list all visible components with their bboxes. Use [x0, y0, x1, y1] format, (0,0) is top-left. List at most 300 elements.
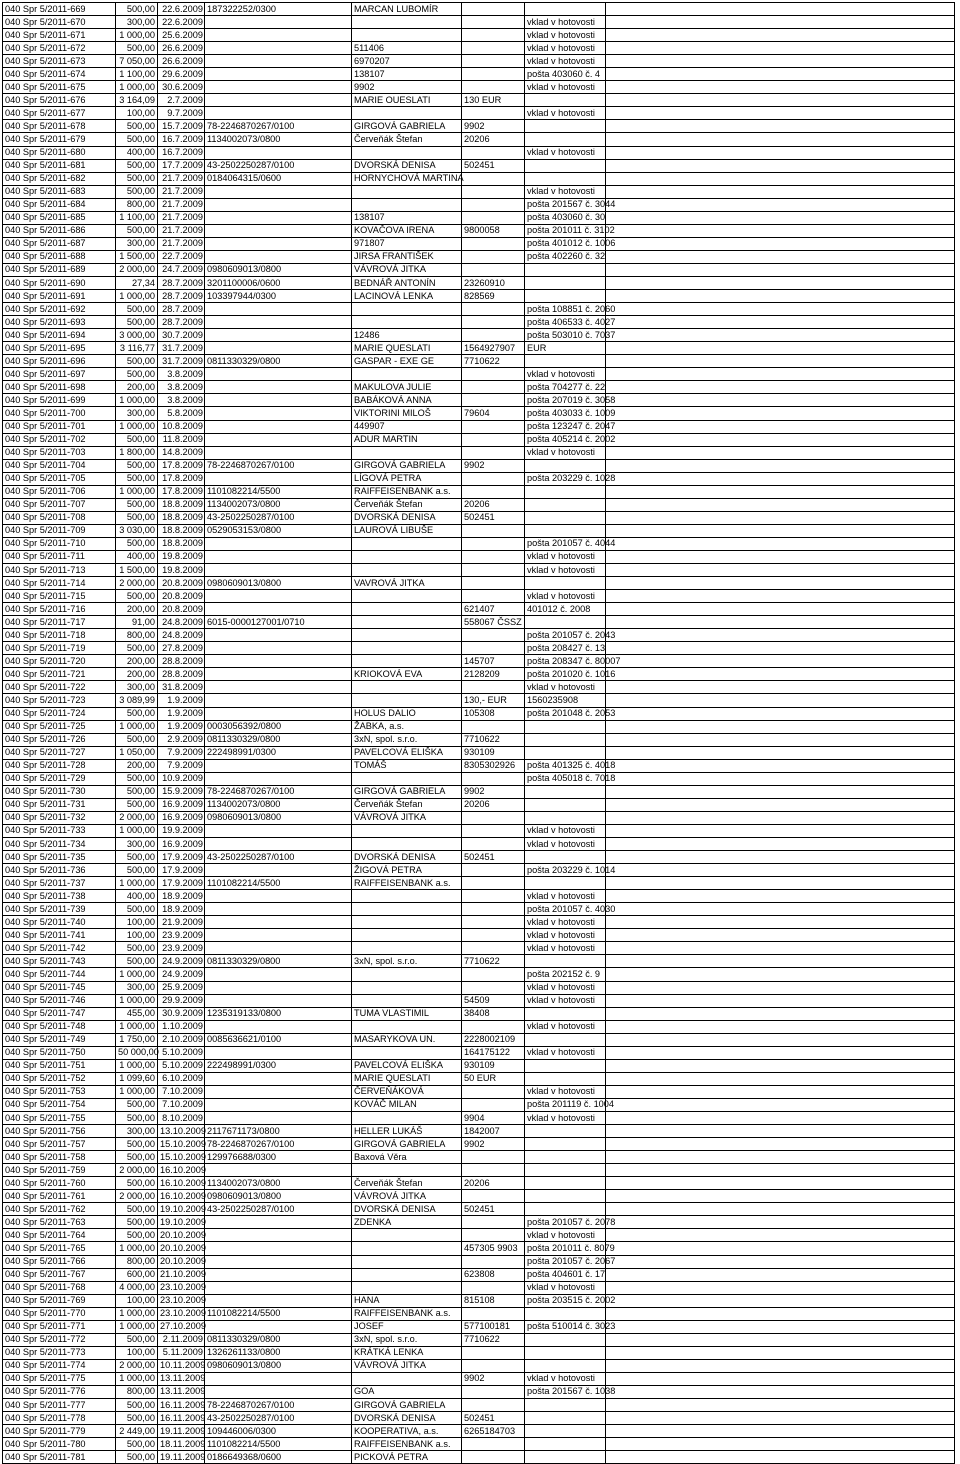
date-cell: 30.7.2009 — [158, 329, 205, 342]
payment-cell: pošta 201119 č. 1004 — [525, 1098, 606, 1111]
reference-cell: 040 Spr 5/2011-746 — [3, 994, 116, 1007]
name-cell: 6970207 — [352, 55, 462, 68]
date-cell: 15.10.2009 — [158, 1151, 205, 1164]
account-cell — [205, 146, 352, 159]
date-cell: 10.9.2009 — [158, 772, 205, 785]
number-cell — [462, 681, 525, 694]
reference-cell: 040 Spr 5/2011-673 — [3, 55, 116, 68]
empty-cell — [606, 355, 955, 368]
date-cell: 5.8.2009 — [158, 407, 205, 420]
name-cell — [352, 1242, 462, 1255]
table-row — [3, 237, 955, 250]
amount-cell: 200,00 — [116, 668, 158, 681]
reference-cell: 040 Spr 5/2011-718 — [3, 629, 116, 642]
empty-cell — [606, 746, 955, 759]
amount-cell: 500,00 — [116, 172, 158, 185]
number-cell: 79604 — [462, 407, 525, 420]
date-cell: 3.8.2009 — [158, 394, 205, 407]
payment-cell: pošta 203229 č. 1014 — [525, 864, 606, 877]
payment-cell: vklad v hotovosti — [525, 1111, 606, 1124]
number-cell — [462, 1346, 525, 1359]
account-cell — [205, 342, 352, 355]
number-cell — [462, 942, 525, 955]
number-cell — [462, 1229, 525, 1242]
amount-cell: 600,00 — [116, 1268, 158, 1281]
account-cell — [205, 655, 352, 668]
empty-cell — [606, 642, 955, 655]
table-row — [3, 172, 955, 185]
table-row — [3, 159, 955, 172]
number-cell — [462, 1359, 525, 1372]
payment-cell: pošta 201057 č. 2067 — [525, 1255, 606, 1268]
table-row — [3, 759, 955, 772]
amount-cell: 200,00 — [116, 381, 158, 394]
empty-cell — [606, 707, 955, 720]
payment-cell: pošta 201011 č. 3102 — [525, 224, 606, 237]
number-cell: 2228002109 — [462, 1033, 525, 1046]
date-cell: 17.8.2009 — [158, 485, 205, 498]
payment-cell: pošta 402260 č. 32 — [525, 250, 606, 263]
empty-cell — [606, 185, 955, 198]
account-cell: 43-2502250287/0100 — [205, 511, 352, 524]
reference-cell: 040 Spr 5/2011-684 — [3, 198, 116, 211]
table-row — [3, 877, 955, 890]
payment-cell: pošta 403033 č. 1009 — [525, 407, 606, 420]
number-cell: 8305302926 — [462, 759, 525, 772]
empty-cell — [606, 1372, 955, 1385]
amount-cell: 500,00 — [116, 1151, 158, 1164]
payment-cell: vklad v hotovosti — [525, 1020, 606, 1033]
amount-cell: 500,00 — [116, 1111, 158, 1124]
payment-cell: pošta 203515 č. 2002 — [525, 1294, 606, 1307]
account-cell: 78-2246870267/0100 — [205, 120, 352, 133]
number-cell: 23260910 — [462, 276, 525, 289]
table-row — [3, 1333, 955, 1346]
reference-cell: 040 Spr 5/2011-751 — [3, 1059, 116, 1072]
reference-cell: 040 Spr 5/2011-683 — [3, 185, 116, 198]
date-cell: 21.7.2009 — [158, 237, 205, 250]
date-cell: 17.7.2009 — [158, 159, 205, 172]
payment-cell: pošta 403060 č. 30 — [525, 211, 606, 224]
empty-cell — [606, 250, 955, 263]
name-cell — [352, 916, 462, 929]
table-row — [3, 564, 955, 577]
table-row — [3, 303, 955, 316]
payment-cell: vklad v hotovosti — [525, 146, 606, 159]
name-cell — [352, 564, 462, 577]
empty-cell — [606, 1255, 955, 1268]
table-row — [3, 263, 955, 276]
name-cell: HORNYCHOVÁ MARTINA — [352, 172, 462, 185]
reference-cell: 040 Spr 5/2011-722 — [3, 681, 116, 694]
name-cell — [352, 824, 462, 837]
amount-cell: 4 000,00 — [116, 1281, 158, 1294]
table-row — [3, 316, 955, 329]
amount-cell: 500,00 — [116, 864, 158, 877]
date-cell: 16.11.2009 — [158, 1412, 205, 1425]
empty-cell — [606, 798, 955, 811]
number-cell — [462, 316, 525, 329]
reference-cell: 040 Spr 5/2011-748 — [3, 1020, 116, 1033]
reference-cell: 040 Spr 5/2011-750 — [3, 1046, 116, 1059]
amount-cell: 500,00 — [116, 772, 158, 785]
table-row — [3, 355, 955, 368]
date-cell: 24.9.2009 — [158, 968, 205, 981]
payment-cell — [525, 877, 606, 890]
amount-cell: 500,00 — [116, 733, 158, 746]
payment-cell: vklad v hotovosti — [525, 42, 606, 55]
payment-cell — [525, 785, 606, 798]
reference-cell: 040 Spr 5/2011-670 — [3, 16, 116, 29]
empty-cell — [606, 237, 955, 250]
payment-cell — [525, 1399, 606, 1412]
number-cell: 457305 9903 — [462, 1242, 525, 1255]
name-cell — [352, 1046, 462, 1059]
empty-cell — [606, 381, 955, 394]
account-cell — [205, 1111, 352, 1124]
empty-cell — [606, 433, 955, 446]
table-row — [3, 120, 955, 133]
empty-cell — [606, 1294, 955, 1307]
reference-cell: 040 Spr 5/2011-764 — [3, 1229, 116, 1242]
empty-cell — [606, 772, 955, 785]
date-cell: 1.9.2009 — [158, 694, 205, 707]
table-row — [3, 851, 955, 864]
payment-cell — [525, 577, 606, 590]
date-cell: 11.8.2009 — [158, 433, 205, 446]
table-row — [3, 133, 955, 146]
payment-cell — [525, 94, 606, 107]
name-cell: VÁVROVÁ JITKA — [352, 811, 462, 824]
amount-cell: 300,00 — [116, 681, 158, 694]
account-cell — [205, 838, 352, 851]
amount-cell: 1 000,00 — [116, 824, 158, 837]
empty-cell — [606, 838, 955, 851]
payment-cell — [525, 498, 606, 511]
reference-cell: 040 Spr 5/2011-778 — [3, 1412, 116, 1425]
number-cell — [462, 29, 525, 42]
reference-cell: 040 Spr 5/2011-749 — [3, 1033, 116, 1046]
empty-cell — [606, 133, 955, 146]
empty-cell — [606, 550, 955, 563]
reference-cell: 040 Spr 5/2011-752 — [3, 1072, 116, 1085]
reference-cell: 040 Spr 5/2011-688 — [3, 250, 116, 263]
account-cell: 103397944/0300 — [205, 290, 352, 303]
amount-cell: 1 000,00 — [116, 1307, 158, 1320]
reference-cell: 040 Spr 5/2011-763 — [3, 1216, 116, 1229]
amount-cell: 500,00 — [116, 590, 158, 603]
number-cell — [462, 1255, 525, 1268]
payment-cell: pošta 123247 č. 2047 — [525, 420, 606, 433]
account-cell — [205, 185, 352, 198]
amount-cell: 1 000,00 — [116, 1372, 158, 1385]
table-row — [3, 811, 955, 824]
account-cell: 0811330329/0800 — [205, 1333, 352, 1346]
number-cell — [462, 1281, 525, 1294]
name-cell — [352, 942, 462, 955]
date-cell: 21.7.2009 — [158, 211, 205, 224]
empty-cell — [606, 577, 955, 590]
payment-cell — [525, 1007, 606, 1020]
payment-cell: pošta 208427 č. 13 — [525, 642, 606, 655]
amount-cell: 500,00 — [116, 433, 158, 446]
account-cell — [205, 707, 352, 720]
number-cell: 558067 ČSSZ — [462, 616, 525, 629]
empty-cell — [606, 472, 955, 485]
name-cell: GOA — [352, 1385, 462, 1398]
number-cell — [462, 263, 525, 276]
account-cell: 222498991/0300 — [205, 1059, 352, 1072]
amount-cell: 500,00 — [116, 642, 158, 655]
account-cell: 0085636621/0100 — [205, 1033, 352, 1046]
reference-cell: 040 Spr 5/2011-769 — [3, 1294, 116, 1307]
number-cell — [462, 981, 525, 994]
empty-cell — [606, 1111, 955, 1124]
name-cell — [352, 968, 462, 981]
table-row — [3, 1033, 955, 1046]
payment-cell — [525, 120, 606, 133]
empty-cell — [606, 1059, 955, 1072]
table-row — [3, 394, 955, 407]
amount-cell: 1 000,00 — [116, 994, 158, 1007]
account-cell: 222498991/0300 — [205, 746, 352, 759]
table-row — [3, 968, 955, 981]
reference-cell: 040 Spr 5/2011-733 — [3, 824, 116, 837]
payment-cell: vklad v hotovosti — [525, 107, 606, 120]
name-cell: DVORSKÁ DENISA — [352, 511, 462, 524]
date-cell: 20.10.2009 — [158, 1255, 205, 1268]
date-cell: 16.9.2009 — [158, 811, 205, 824]
amount-cell: 2 000,00 — [116, 1190, 158, 1203]
table-row — [3, 772, 955, 785]
date-cell: 13.10.2009 — [158, 1125, 205, 1138]
table-row — [3, 42, 955, 55]
number-cell — [462, 1385, 525, 1398]
amount-cell: 200,00 — [116, 655, 158, 668]
account-cell — [205, 329, 352, 342]
table-row — [3, 146, 955, 159]
empty-cell — [606, 564, 955, 577]
payment-cell — [525, 459, 606, 472]
empty-cell — [606, 29, 955, 42]
table-row — [3, 981, 955, 994]
number-cell — [462, 329, 525, 342]
date-cell: 21.10.2009 — [158, 1268, 205, 1281]
account-cell — [205, 1229, 352, 1242]
empty-cell — [606, 877, 955, 890]
empty-cell — [606, 811, 955, 824]
empty-cell — [606, 1098, 955, 1111]
date-cell: 20.10.2009 — [158, 1242, 205, 1255]
table-row — [3, 942, 955, 955]
payment-cell: vklad v hotovosti — [525, 681, 606, 694]
payment-cell — [525, 290, 606, 303]
table-row — [3, 1125, 955, 1138]
table-row — [3, 459, 955, 472]
date-cell: 15.9.2009 — [158, 785, 205, 798]
name-cell: ČERVEŇÁKOVÁ — [352, 1085, 462, 1098]
payment-cell: vklad v hotovosti — [525, 185, 606, 198]
reference-cell: 040 Spr 5/2011-721 — [3, 668, 116, 681]
empty-cell — [606, 720, 955, 733]
name-cell — [352, 1229, 462, 1242]
name-cell: 3xN, spol. s.r.o. — [352, 955, 462, 968]
amount-cell: 2 000,00 — [116, 811, 158, 824]
table-row — [3, 890, 955, 903]
table-row — [3, 290, 955, 303]
empty-cell — [606, 916, 955, 929]
name-cell: VÁVROVÁ JITKA — [352, 1359, 462, 1372]
amount-cell: 1 000,00 — [116, 81, 158, 94]
reference-cell: 040 Spr 5/2011-702 — [3, 433, 116, 446]
empty-cell — [606, 681, 955, 694]
payment-cell: vklad v hotovosti — [525, 368, 606, 381]
date-cell: 19.9.2009 — [158, 824, 205, 837]
amount-cell: 50 000,00 — [116, 1046, 158, 1059]
name-cell: ŽABKA, a.s. — [352, 720, 462, 733]
reference-cell: 040 Spr 5/2011-695 — [3, 342, 116, 355]
account-cell — [205, 224, 352, 237]
table-row — [3, 838, 955, 851]
reference-cell: 040 Spr 5/2011-696 — [3, 355, 116, 368]
account-cell — [205, 394, 352, 407]
table-row — [3, 1007, 955, 1020]
number-cell — [462, 1164, 525, 1177]
number-cell — [462, 1438, 525, 1451]
payment-cell — [525, 1125, 606, 1138]
date-cell: 2.10.2009 — [158, 1033, 205, 1046]
number-cell: 2128209 — [462, 668, 525, 681]
payment-cell: pošta 201057 č. 2078 — [525, 1216, 606, 1229]
table-row — [3, 368, 955, 381]
amount-cell: 1 000,00 — [116, 394, 158, 407]
empty-cell — [606, 368, 955, 381]
reference-cell: 040 Spr 5/2011-672 — [3, 42, 116, 55]
number-cell: 9902 — [462, 1138, 525, 1151]
table-row — [3, 655, 955, 668]
reference-cell: 040 Spr 5/2011-724 — [3, 707, 116, 720]
empty-cell — [606, 172, 955, 185]
name-cell: Baxová Věra — [352, 1151, 462, 1164]
name-cell — [352, 185, 462, 198]
name-cell: Červeňák Štefan — [352, 798, 462, 811]
name-cell: MASARYKOVA UN. — [352, 1033, 462, 1046]
amount-cell: 500,00 — [116, 1216, 158, 1229]
number-cell — [462, 524, 525, 537]
reference-cell: 040 Spr 5/2011-767 — [3, 1268, 116, 1281]
empty-cell — [606, 1216, 955, 1229]
date-cell: 28.8.2009 — [158, 655, 205, 668]
table-row — [3, 1425, 955, 1438]
account-cell — [205, 1020, 352, 1033]
name-cell: HELLER LUKÁŠ — [352, 1125, 462, 1138]
number-cell — [462, 381, 525, 394]
account-cell — [205, 1281, 352, 1294]
table-row — [3, 642, 955, 655]
account-cell: 109446006/0300 — [205, 1425, 352, 1438]
date-cell: 28.7.2009 — [158, 316, 205, 329]
name-cell: GIRGOVÁ GABRIELA — [352, 1399, 462, 1412]
payment-cell — [525, 1412, 606, 1425]
table-row — [3, 798, 955, 811]
number-cell: 20206 — [462, 498, 525, 511]
date-cell: 18.8.2009 — [158, 524, 205, 537]
reference-cell: 040 Spr 5/2011-757 — [3, 1138, 116, 1151]
name-cell: LACINOVÁ LENKA — [352, 290, 462, 303]
amount-cell: 300,00 — [116, 407, 158, 420]
empty-cell — [606, 629, 955, 642]
name-cell — [352, 994, 462, 1007]
amount-cell: 500,00 — [116, 133, 158, 146]
payment-cell — [525, 1190, 606, 1203]
reference-cell: 040 Spr 5/2011-709 — [3, 524, 116, 537]
name-cell — [352, 303, 462, 316]
amount-cell: 500,00 — [116, 185, 158, 198]
payment-cell — [525, 133, 606, 146]
amount-cell: 500,00 — [116, 1399, 158, 1412]
reference-cell: 040 Spr 5/2011-736 — [3, 864, 116, 877]
name-cell — [352, 446, 462, 459]
account-cell: 1101082214/5500 — [205, 1307, 352, 1320]
amount-cell: 3 089,99 — [116, 694, 158, 707]
account-cell — [205, 603, 352, 616]
date-cell: 7.10.2009 — [158, 1098, 205, 1111]
amount-cell: 500,00 — [116, 368, 158, 381]
name-cell — [352, 1164, 462, 1177]
amount-cell: 300,00 — [116, 838, 158, 851]
date-cell: 18.8.2009 — [158, 498, 205, 511]
reference-cell: 040 Spr 5/2011-710 — [3, 537, 116, 550]
empty-cell — [606, 263, 955, 276]
account-cell — [205, 381, 352, 394]
empty-cell — [606, 1125, 955, 1138]
payment-cell — [525, 1203, 606, 1216]
payment-cell: 401012 č. 2008 — [525, 603, 606, 616]
date-cell: 20.8.2009 — [158, 577, 205, 590]
amount-cell: 500,00 — [116, 472, 158, 485]
account-cell — [205, 1320, 352, 1333]
payment-cell: pošta 406533 č. 4027 — [525, 316, 606, 329]
amount-cell: 500,00 — [116, 1098, 158, 1111]
date-cell: 16.7.2009 — [158, 146, 205, 159]
account-cell: 78-2246870267/0100 — [205, 1399, 352, 1412]
date-cell: 10.11.2009 — [158, 1359, 205, 1372]
amount-cell: 1 500,00 — [116, 250, 158, 263]
account-cell — [205, 81, 352, 94]
table-row — [3, 29, 955, 42]
reference-cell: 040 Spr 5/2011-682 — [3, 172, 116, 185]
account-cell — [205, 629, 352, 642]
table-row — [3, 785, 955, 798]
number-cell — [462, 838, 525, 851]
table-row — [3, 1085, 955, 1098]
name-cell — [352, 198, 462, 211]
name-cell: DVORSKÁ DENISA — [352, 159, 462, 172]
name-cell: MARIE QUESLATI — [352, 342, 462, 355]
number-cell: 828569 — [462, 290, 525, 303]
empty-cell — [606, 159, 955, 172]
table-row — [3, 1046, 955, 1059]
account-cell: 3201100006/0600 — [205, 276, 352, 289]
number-cell: 502451 — [462, 1203, 525, 1216]
name-cell: HANA — [352, 1294, 462, 1307]
amount-cell: 500,00 — [116, 1438, 158, 1451]
table-row — [3, 824, 955, 837]
date-cell: 19.11.2009 — [158, 1451, 205, 1464]
name-cell: KRIOKOVÁ EVA — [352, 668, 462, 681]
account-cell — [205, 316, 352, 329]
amount-cell: 1 100,00 — [116, 68, 158, 81]
